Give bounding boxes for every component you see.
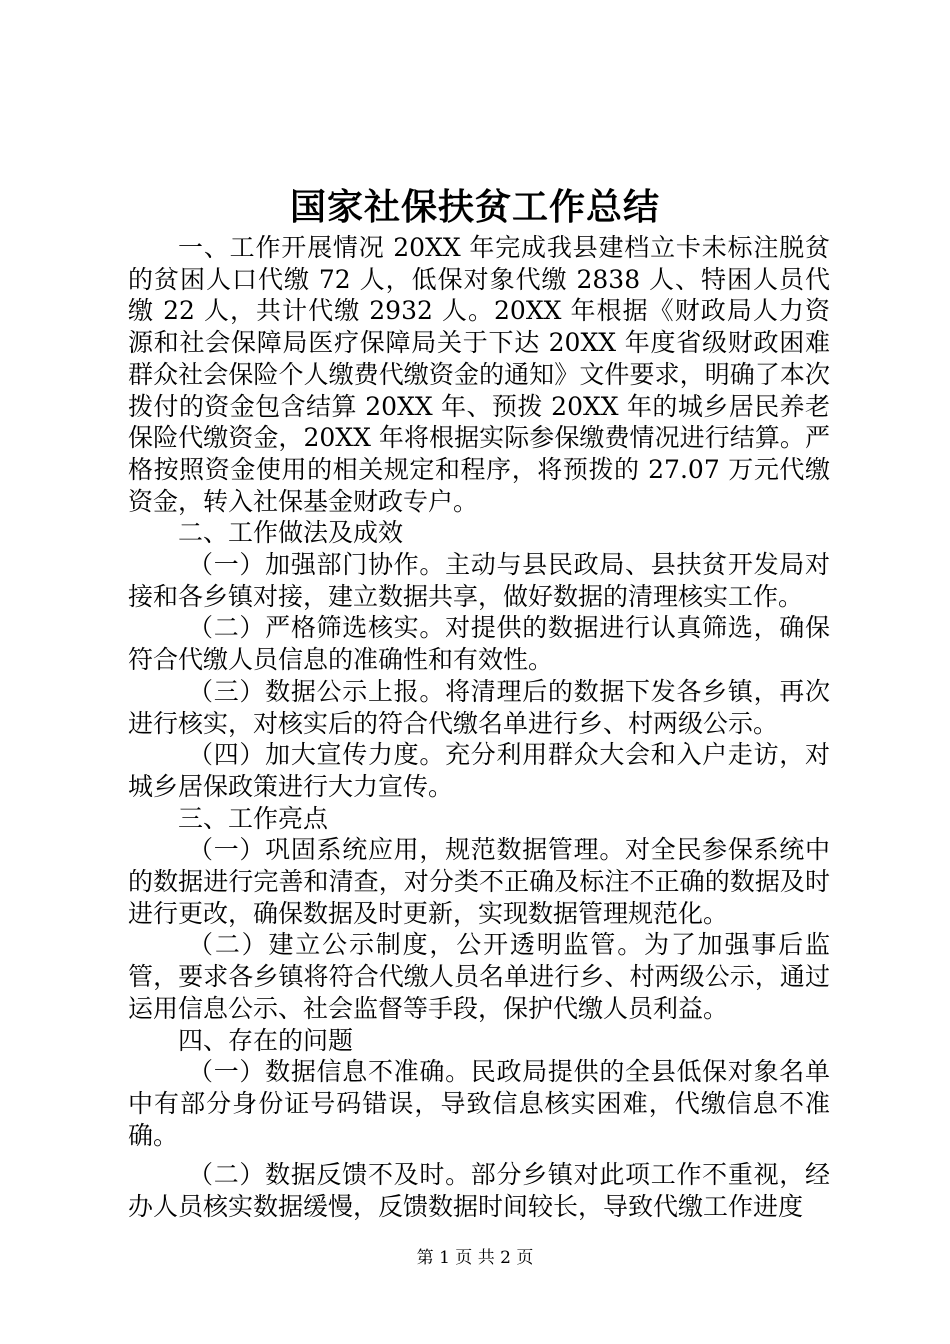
paragraph-coordination: （一）加强部门协作。主动与县民政局、县扶贫开发局对接和各乡镇对接，建立数据共享，做好数据的清理核实工作。 xyxy=(128,550,830,611)
paragraph-system-application: （一）巩固系统应用，规范数据管理。对全民参保系统中的数据进行完善和清查，对分类不正确及标注不正确的数据及时进行更改，确保数据及时更新，实现数据管理规范化。 xyxy=(128,835,830,928)
paragraph-disclosure-system: （二）建立公示制度，公开透明监管。为了加强事后监管，要求各乡镇将符合代缴人员名单进行乡、村两级公示，通过运用信息公示、社会监督等手段，保护代缴人员利益。 xyxy=(128,930,830,1023)
section-heading-highlights: 三、工作亮点 xyxy=(178,803,329,833)
section-heading-problems: 四、存在的问题 xyxy=(178,1025,354,1055)
section-heading-methods: 二、工作做法及成效 xyxy=(178,518,404,548)
document-title: 国家社保扶贫工作总结 xyxy=(289,186,660,228)
paragraph-inaccurate-data: （一）数据信息不准确。民政局提供的全县低保对象名单中有部分身份证号码错误，导致信息核实困难，代缴信息不准确。 xyxy=(128,1057,830,1150)
paragraph-late-feedback: （二）数据反馈不及时。部分乡镇对此项工作不重视，经办人员核实数据缓慢，反馈数据时间较长，导致代缴工作进度 xyxy=(128,1160,830,1222)
document-body xyxy=(128,232,830,1223)
paragraph-promotion: （四）加大宣传力度。充分利用群众大会和入户走访，对城乡居保政策进行大力宣传。 xyxy=(128,740,830,801)
paragraph-work-overview: 一、工作开展情况 20XX 年完成我县建档立卡未标注脱贫的贫困人口代缴 72 人，低保对象代缴 2838 人、特困人员代缴 22 人，共计代缴 2932 人。20XX 年根据《财政局人力资源和社会保障局医疗保障局关于下达 20XX 年度省级财政困难群众社会保险个人缴费代缴资金的通知》文件要求，明确了本次拨付的资金包含结算 20XX 年、预拨 20XX 年的城乡居民养老保险代缴资金，20XX 年将根据实际参保缴费情况进行结算。严格按照资金使用的相关规定和程序，将预拨的 27.07 万元代缴资金，转入社保基金财政专户。 xyxy=(128,233,830,516)
page-footer: 第 1 页 共 2 页 xyxy=(416,1248,534,1268)
paragraph-screening: （二）严格筛选核实。对提供的数据进行认真筛选，确保符合代缴人员信息的准确性和有效性。 xyxy=(128,613,830,675)
paragraph-publicity: （三）数据公示上报。将清理后的数据下发各乡镇，再次进行核实，对核实后的符合代缴名单进行乡、村两级公示。 xyxy=(128,676,830,738)
